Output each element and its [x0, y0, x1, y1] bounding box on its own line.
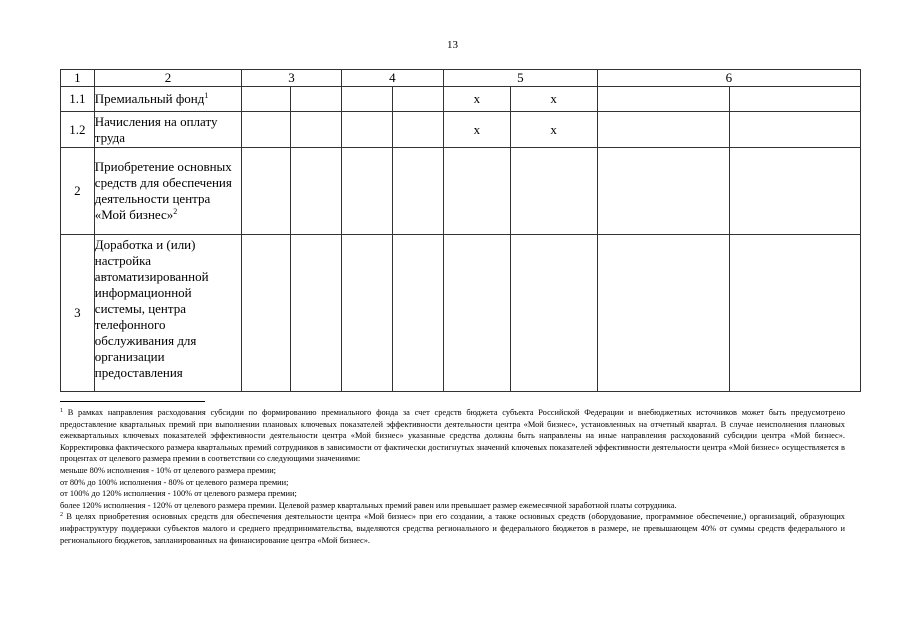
empty-cell: [341, 112, 392, 148]
row-name-cell: [94, 148, 242, 235]
empty-cell: [392, 148, 443, 235]
table-row: [61, 112, 861, 148]
footnote-text: В рамках направления расходования субсидии по формированию премиального фонда за счет средств бюджета субъекта Российской Федерации и внебюджетных источников может быть предусмотрено предоставление квартальных премий при выполнении плановых ключевых показателей эффективности деятельности центра «Мой бизнес», установленных на отчетный квартал. В случае неисполнения плановых ежеквартальных ключевых показателей эффективности деятельности центра «Мой бизнес» указанные средства должны быть направлены на иные направления расходований субсидии центра «Мой бизнес». Корректировка фактического размера квартальных премий сотрудников в зависимости от фактически достигнутых значений ключевых показателей эффективности деятельности центра «Мой бизнес» осуществляется в процентах от целевого размера премии в соответствии со следующими значениями:: [60, 408, 846, 464]
row-name: Начисления на оплату труда: [94, 113, 218, 145]
row-number: 1.2: [61, 112, 95, 148]
empty-cell: [242, 112, 291, 148]
empty-cell: [392, 87, 443, 112]
empty-cell: [341, 235, 392, 392]
footnote-line: от 80% до 100% исполнения - 80% от целевого размера премии;: [60, 477, 289, 487]
footnote-text: В целях приобретения основных средств для обеспечения деятельности центра «Мой бизнес» при его создании, а также основных средств (оборудование, программное обеспечение,) организаций, образующих инфраструктуру поддержки субъектов малого и среднего предпринимательства, выделяются средства регионального и федерального бюджетов в размере, не превышающем 40% от суммы средств федерального и регионального бюджетов, запланированных на финансирование центра «Мой бизнес».: [60, 512, 845, 545]
table-row: [61, 148, 861, 235]
empty-cell: [597, 87, 729, 112]
cell-x: х: [510, 87, 597, 112]
empty-cell: [729, 87, 860, 112]
empty-cell: [392, 112, 443, 148]
row-name: Премиальный фонд: [94, 91, 205, 106]
empty-cell: [291, 148, 341, 235]
footnote-mark: 1: [60, 408, 63, 414]
footnote-divider: [60, 401, 205, 402]
header-cell: 5: [444, 70, 598, 87]
table-row: [61, 87, 861, 112]
empty-cell: [510, 235, 597, 392]
header-cell: 6: [597, 70, 860, 87]
footnote-2: [60, 511, 845, 546]
header-cell: 3: [242, 70, 341, 87]
row-name-cell: [94, 235, 242, 392]
cell-x: х: [510, 112, 597, 148]
empty-cell: [597, 148, 729, 235]
empty-cell: [341, 148, 392, 235]
table-row: [61, 235, 861, 392]
empty-cell: [597, 235, 729, 392]
empty-cell: [444, 235, 511, 392]
empty-cell: [291, 235, 341, 392]
empty-cell: [444, 148, 511, 235]
header-cell: 2: [94, 70, 242, 87]
empty-cell: [242, 148, 291, 235]
empty-cell: [341, 87, 392, 112]
table-header-row: [61, 70, 861, 87]
empty-cell: [392, 235, 443, 392]
empty-cell: [291, 87, 341, 112]
footnote-ref: 2: [173, 207, 178, 216]
footnotes: [60, 407, 845, 546]
empty-cell: [242, 235, 291, 392]
row-name-cell: [94, 112, 242, 148]
footnote-line: более 120% исполнения - 120% от целевого размера премии. Целевой размер квартальных премий равен или превышает размер ежемесячной заработной платы сотрудника.: [60, 500, 677, 510]
footnote-line: меньше 80% исполнения - 10% от целевого размера премии;: [60, 465, 277, 475]
empty-cell: [729, 112, 860, 148]
footnote-line: от 100% до 120% исполнения - 100% от целевого размера премии;: [60, 489, 297, 499]
row-name: Доработка и (или) настройка автоматизированной информационной системы, центра телефонного обслуживания для организации предоставления: [94, 237, 209, 380]
empty-cell: [729, 148, 860, 235]
page-number: 13: [447, 39, 458, 51]
empty-cell: [597, 112, 729, 148]
cell-x: х: [444, 112, 511, 148]
row-number: 3: [61, 235, 95, 392]
empty-cell: [510, 148, 597, 235]
footnote-mark: 2: [60, 512, 63, 519]
empty-cell: [242, 87, 291, 112]
row-number: 2: [61, 148, 95, 235]
row-name: Приобретение основных средств для обеспечения деятельности центра «Мой бизнес»: [94, 159, 232, 222]
budget-table: [60, 69, 861, 392]
footnote-ref: 1: [204, 91, 209, 100]
row-name-cell: [94, 87, 242, 112]
header-cell: 1: [61, 70, 95, 87]
footnote-1: [60, 407, 845, 465]
empty-cell: [729, 235, 860, 392]
empty-cell: [291, 112, 341, 148]
row-number: 1.1: [61, 87, 95, 112]
cell-x: х: [444, 87, 511, 112]
header-cell: 4: [341, 70, 443, 87]
